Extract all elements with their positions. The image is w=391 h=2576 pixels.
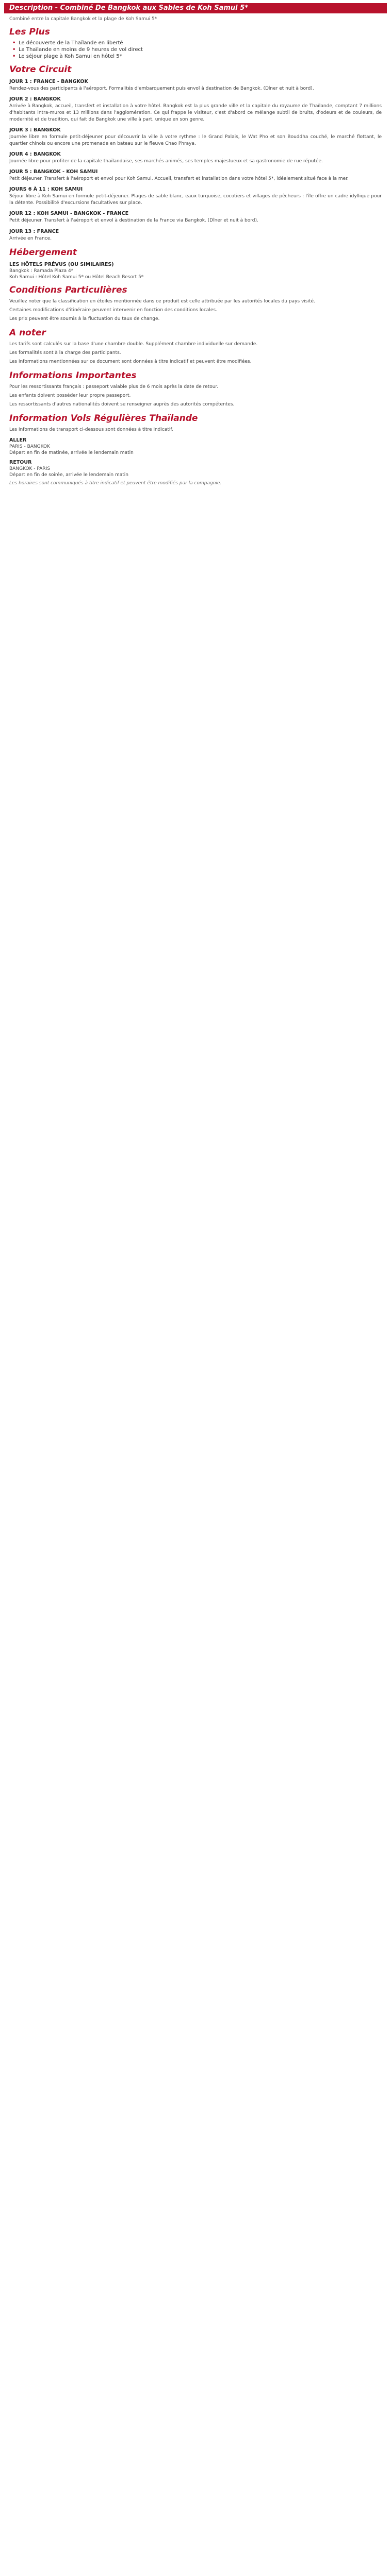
- hotel-line: Bangkok : Ramada Plaza 4*: [9, 268, 74, 274]
- day-text: Séjour libre à Koh Samui en formule petit-déjeuner. Plages de sable blanc, eaux turquoise, cocotiers et villages de pêcheurs : l'île offre un cadre idyllique pour la détente. Possibilité d'excursions facultatives sur place.: [9, 194, 382, 206]
- aboutus-para: Les tarifs sont calculés sur la base d'une chambre double. Supplément chambre individuelle sur demande.: [9, 341, 258, 347]
- conditions-para: Les prix peuvent être soumis à la fluctuation du taux de change.: [9, 316, 160, 321]
- day-title: JOUR 5 : BANGKOK - KOH SAMUI: [9, 169, 98, 175]
- flight-line: Départ en fin de matinée, arrivée le lendemain matin: [9, 450, 134, 456]
- day-text: Rendez-vous des participants à l'aéroport. Formalités d'embarquement puis envol à destination de Bangkok. (Dîner et nuit à bord).: [9, 86, 314, 91]
- day-title: JOUR 12 : KOH SAMUI - BANGKOK - FRANCE: [9, 211, 129, 217]
- flights-title: Information Vols Régulières Thaïlande: [9, 413, 198, 423]
- plus-item: • Le séjour plage à Koh Samui en hôtel 5*: [19, 54, 382, 59]
- hotels-subtitle: LES HÔTELS PRÉVUS (OU SIMILAIRES): [9, 261, 114, 267]
- aboutus-title: A noter: [9, 327, 46, 338]
- aboutus-para: Les formalités sont à la charge des participants.: [9, 350, 121, 355]
- formalities-para: Pour les ressortissants français : passeport valable plus de 6 mois après la date de retour.: [9, 384, 219, 389]
- day-text: Petit déjeuner. Transfert à l'aéroport et envol à destination de la France via Bangkok. (Dîner et nuit à bord).: [9, 218, 258, 224]
- day-title: JOUR 2 : BANGKOK: [9, 96, 61, 103]
- plus-item: • Le découverte de la Thaïlande en liberté: [19, 40, 382, 46]
- page: [0, 3, 391, 486]
- plus-list: [9, 40, 382, 59]
- plus-item: • La Thaïlande en moins de 9 heures de vol direct: [19, 47, 382, 53]
- day-text: Journée libre en formule petit-déjeuner pour découvrir la ville à votre rythme : le Grand Palais, le Wat Pho et son Bouddha couché, le marché flottant, le quartier chinois ou encore une promenade en bateau sur le fleuve Chao Phraya.: [9, 134, 382, 147]
- day-title: JOUR 1 : FRANCE - BANGKOK: [9, 79, 88, 84]
- plus-list-wrap: [9, 40, 382, 59]
- conditions-title: Conditions Particulières: [9, 284, 127, 295]
- hotel-line: Koh Samui : Hôtel Koh Samui 5* ou Hôtel Beach Resort 5*: [9, 274, 144, 280]
- day-title: JOUR 4 : BANGKOK: [9, 151, 61, 158]
- page-subtitle: Combiné entre la capitale Bangkok et la plage de Koh Samui 5*: [9, 16, 157, 22]
- flight-group-label: RETOUR: [9, 460, 32, 466]
- day-text: Arrivée en France.: [9, 235, 52, 241]
- formalities-title: Informations Importantes: [9, 370, 137, 381]
- page-banner: Description - Combiné De Bangkok aux Sables de Koh Samui 5*: [4, 3, 387, 13]
- day-text: Petit déjeuner. Transfert à l'aéroport et envol pour Koh Samui. Accueil, transfert et installation dans votre hôtel 5*, idéalement situé face à la mer.: [9, 176, 349, 182]
- flight-group-label: ALLER: [9, 437, 27, 444]
- day-title: JOUR 13 : FRANCE: [9, 228, 59, 234]
- hotels-title: Hébergement: [9, 247, 77, 258]
- day-title: JOUR 3 : BANGKOK: [9, 127, 61, 133]
- conditions-para: Veuillez noter que la classification en étoiles mentionnée dans ce produit est celle attribuée par les autorités locales du pays visité.: [9, 298, 315, 304]
- day-title: JOURS 6 À 11 : KOH SAMUI: [9, 187, 83, 193]
- flights-intro: Les informations de transport ci-dessous sont données à titre indicatif.: [9, 427, 173, 432]
- flight-line: BANGKOK - PARIS: [9, 466, 51, 472]
- flight-line: Départ en fin de soirée, arrivée le lendemain matin: [9, 472, 128, 478]
- day-text: Journée libre pour profiter de la capitale thaïlandaise, ses marchés animés, ses temples majestueux et sa gastronomie de rue réputée.: [9, 159, 323, 164]
- aboutus-para: Les informations mentionnées sur ce document sont données à titre indicatif et peuvent être modifiées.: [9, 359, 252, 364]
- flight-line: PARIS - BANGKOK: [9, 444, 51, 450]
- flights-closing: Les horaires sont communiqués à titre indicatif et peuvent être modifiés par la compagnie.: [9, 481, 222, 486]
- plus-title: Les Plus: [9, 27, 50, 37]
- formalities-para: Les ressortissants d'autres nationalités doivent se renseigner auprès des autorités compétentes.: [9, 401, 235, 407]
- formalities-para: Les enfants doivent posséder leur propre passeport.: [9, 393, 131, 398]
- conditions-para: Certaines modifications d'itinéraire peuvent intervenir en fonction des conditions locales.: [9, 307, 217, 313]
- circuit-title: Votre Circuit: [9, 64, 72, 75]
- day-text: Arrivée à Bangkok, accueil, transfert et installation à votre hôtel. Bangkok est la plus grande ville et la capitale du royaume de Thaïlande, comptant 7 millions d'habitants intra-muros et 13 millions dans l'agglomération. Ce qui frappe le visiteur, c'est d'abord ce mélange subtil de bruits, d'odeurs et de couleurs, de modernité et de tradition, qui fait de Bangkok une ville à part, unique en son genre.: [9, 104, 382, 123]
